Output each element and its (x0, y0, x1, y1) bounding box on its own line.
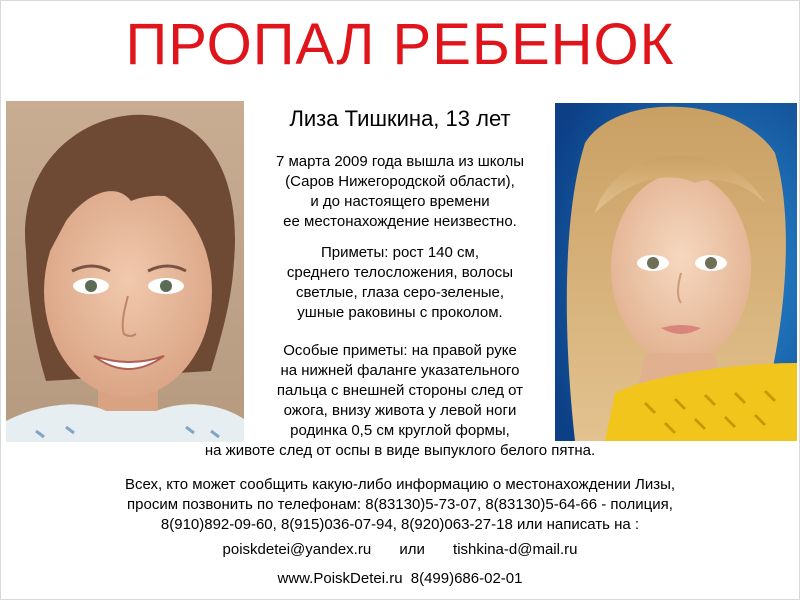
email-or-text: или (399, 541, 425, 558)
text-line: ожога, внизу живота у левой ноги (283, 402, 517, 419)
email-link-tishkina[interactable]: tishkina-d@mail.ru (453, 541, 578, 558)
text-line: Особые приметы: на правой руке (283, 342, 517, 359)
text-line: родинка 0,5 см круглой формы, (290, 422, 510, 439)
text-line: ее местонахождение неизвестно. (283, 213, 517, 230)
headline: ПРОПАЛ РЕБЕНОК (125, 12, 675, 77)
disappearance-paragraph (240, 152, 560, 232)
special-marks-last-line: на животе след от оспы в виде выпуклого белого пятна. (204, 442, 596, 459)
text-line: 7 марта 2009 года вышла из школы (275, 153, 525, 170)
left-child-photo (6, 101, 244, 442)
email-line (0, 540, 800, 560)
contact-paragraph (0, 475, 800, 535)
contact-line: просим позвонить по телефонам: 8(83130)5-73-07, 8(83130)5-64-66 - полиция, (127, 496, 673, 513)
footer (0, 569, 800, 589)
description-paragraph (240, 243, 560, 323)
contact-line: 8(910)892-09-60, 8(915)036-07-94, 8(920)063-27-18 или написать на : (160, 516, 640, 533)
right-child-photo (555, 103, 797, 441)
footer-phone: 8(499)686-02-01 (410, 570, 523, 587)
text-line: среднего телосложения, волосы (286, 264, 514, 281)
text-line: на нижней фаланге указательного (280, 362, 520, 379)
text-line: светлые, глаза серо-зеленые, (295, 284, 505, 301)
website-link[interactable]: www.PoiskDetei.ru (277, 570, 403, 587)
email-link-poiskdetei[interactable]: poiskdetei@yandex.ru (222, 541, 372, 558)
text-line: ушные раковины с проколом. (297, 304, 503, 321)
contact-line: Всех, кто может сообщить какую-либо информацию о местонахождении Лизы, (124, 476, 676, 493)
text-line: Приметы: рост 140 см, (320, 244, 480, 261)
child-name-age: Лиза Тишкина, 13 лет (289, 106, 511, 131)
text-line: (Саров Нижегородской области), (285, 173, 515, 190)
text-line: и до настоящего времени (310, 193, 490, 210)
text-line: пальца с внешней стороны след от (276, 382, 524, 399)
special-marks-paragraph (240, 341, 560, 441)
